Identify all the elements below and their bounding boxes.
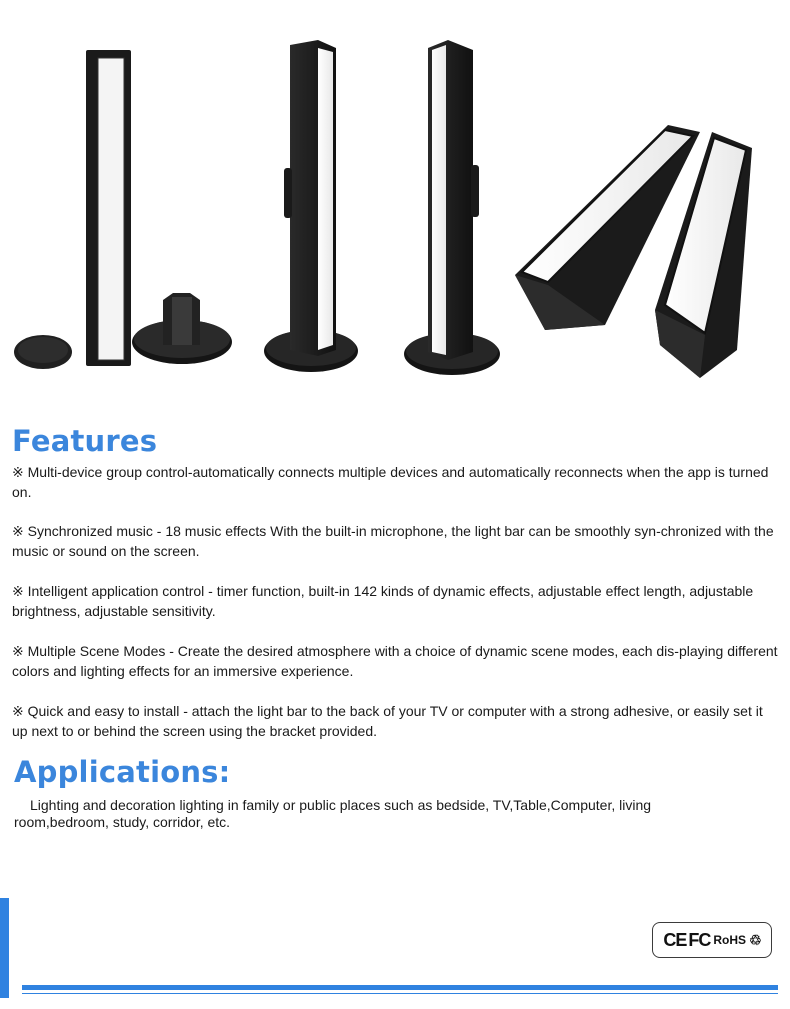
bracket-base-image: [132, 293, 232, 364]
left-accent-bar: [0, 898, 9, 998]
adhesive-pad-image: [14, 335, 72, 369]
feature-item: ※ Multi-device group control-automatically connects multiple devices and automatically reconnects when the app is turned on.: [12, 464, 769, 500]
applications-text: Lighting and decoration lighting in family or public places such as bedside, TV,Table,Computer, living room,bedroom, study, corridor, etc.: [14, 797, 652, 830]
product-images: [0, 0, 790, 400]
feature-item: ※ Intelligent application control - timer function, built-in 142 kinds of dynamic effects, adjustable effect length, adjustable brightness, adjustable sensitivity.: [12, 583, 754, 619]
rohs-mark-icon: RoHS: [713, 933, 747, 947]
light-bar-stand-image-2: [404, 40, 500, 375]
feature-item: ※ Quick and easy to install - attach the light bar to the back of your TV or computer with a strong adhesive, or easily set it up next to or behind the screen using the bracket provided.: [12, 703, 763, 739]
fc-mark-icon: FC: [688, 929, 711, 950]
bottom-divider: [22, 985, 778, 990]
features-heading: Features: [12, 424, 158, 458]
recycle-icon: ♲: [749, 931, 761, 948]
applications-heading: Applications:: [14, 755, 231, 789]
light-bar-stand-image-1: [264, 40, 358, 372]
feature-item: ※ Multiple Scene Modes - Create the desired atmosphere with a choice of dynamic scene modes, each dis-playing different colors and lighting effects for an immersive experience.: [12, 643, 778, 679]
feature-item: ※ Synchronized music - 18 music effects With the built-in microphone, the light bar can be smoothly syn-chronized with the music or sound on the screen.: [12, 523, 774, 559]
certification-badge: [652, 922, 772, 958]
ce-mark-icon: CE: [663, 929, 687, 950]
bottom-divider-thin: [22, 993, 778, 994]
light-bar-front-image: [86, 50, 131, 366]
